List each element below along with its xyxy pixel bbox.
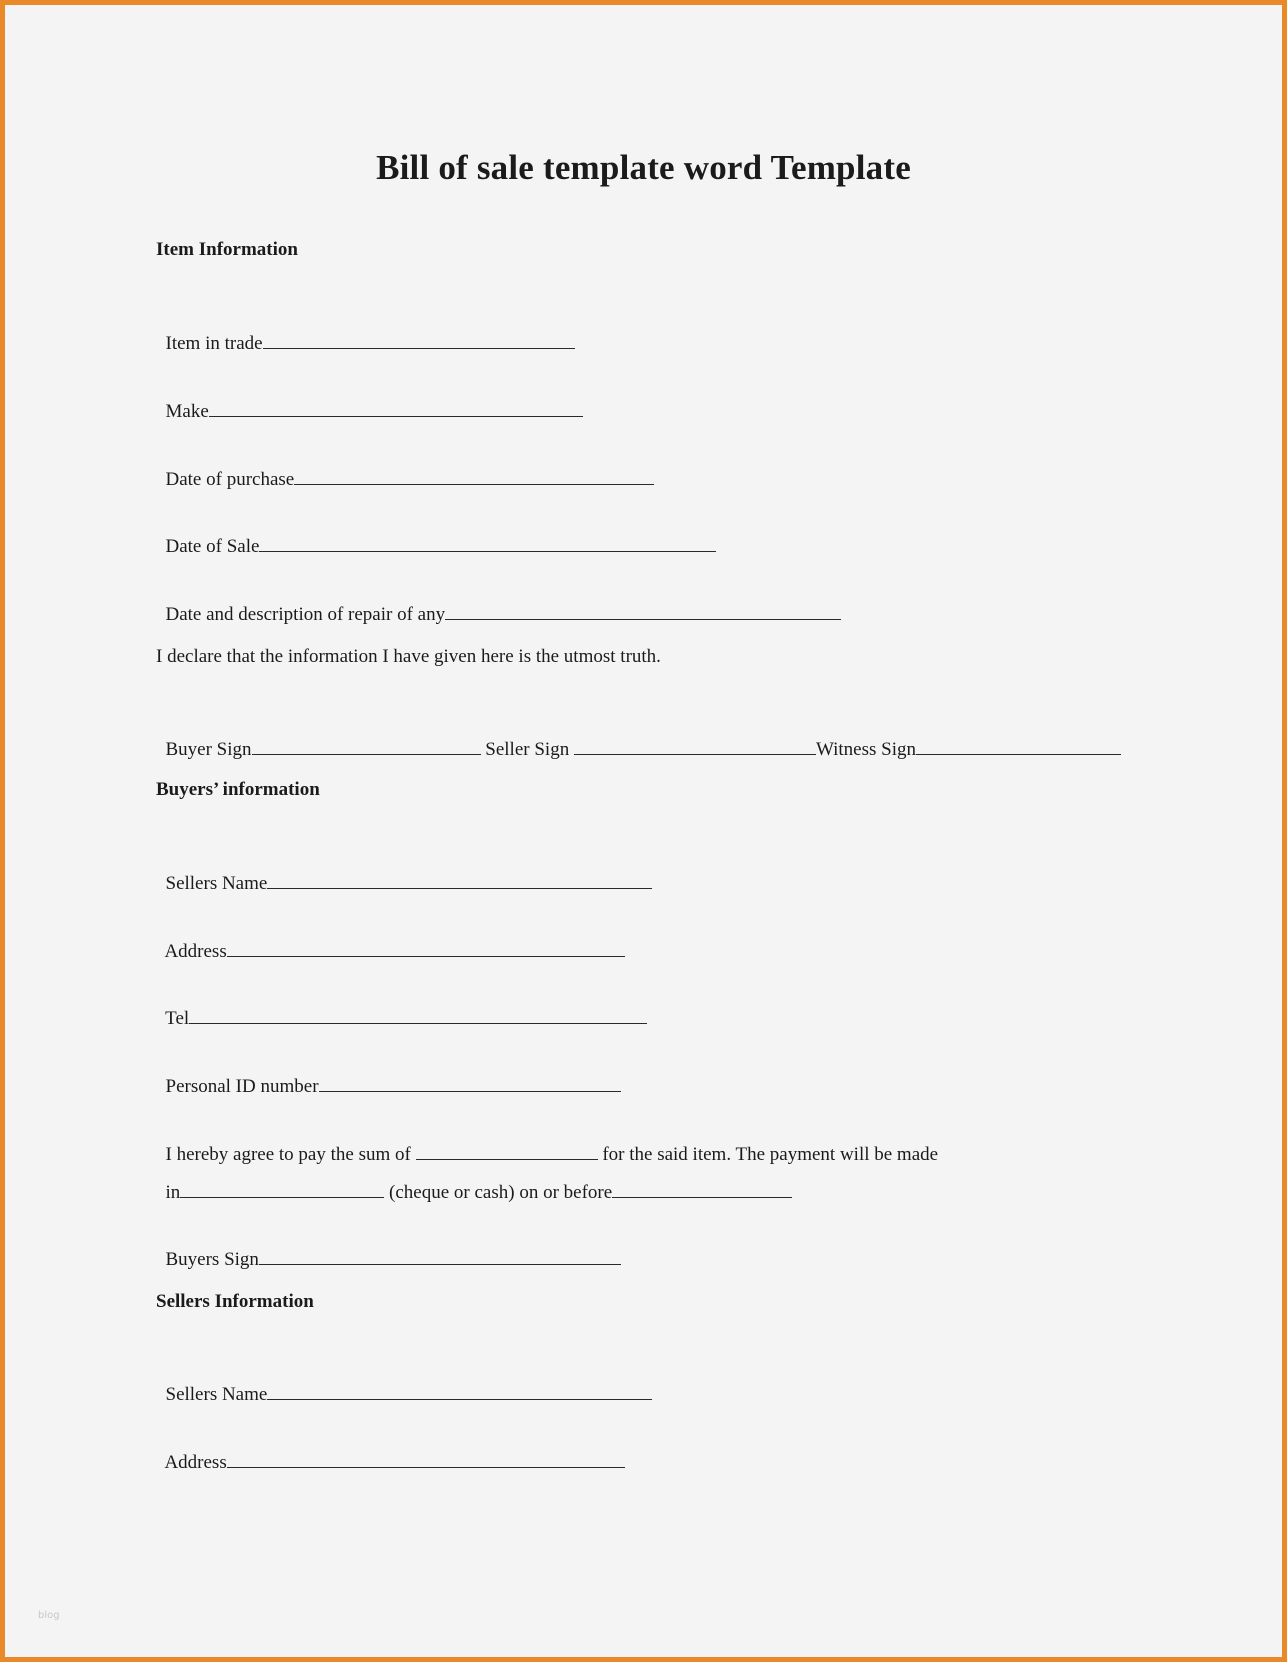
date-of-purchase-field[interactable] — [294, 466, 654, 485]
buyers-address-label: Address — [164, 941, 227, 962]
buyers-address-row — [156, 914, 625, 964]
buyers-sellers-name-label: Sellers Name — [165, 873, 268, 894]
agreement-text-2: for the said item. The payment will be made — [602, 1144, 939, 1165]
seller-sign-field[interactable] — [574, 736, 816, 755]
watermark: blog — [38, 1610, 60, 1621]
repair-field[interactable] — [445, 601, 841, 620]
tel-field[interactable] — [189, 1005, 647, 1024]
declaration-text: I declare that the information I have given here is the utmost truth. — [156, 646, 661, 667]
sellers-address-label: Address — [164, 1452, 227, 1473]
personal-id-label: Personal ID number — [165, 1076, 319, 1097]
date-of-purchase-row — [156, 442, 654, 492]
section-item-information: Item Information — [156, 239, 298, 260]
witness-sign-field[interactable] — [916, 736, 1121, 755]
section-buyers-information: Buyers’ information — [156, 779, 320, 800]
make-field[interactable] — [209, 398, 583, 417]
buyers-sellers-name-row — [156, 846, 652, 896]
agreement-text-1: I hereby agree to pay the sum of — [165, 1144, 411, 1165]
date-of-sale-field[interactable] — [259, 533, 716, 552]
buyers-sign-field[interactable] — [259, 1246, 621, 1265]
repair-label: Date and description of repair of any — [165, 604, 446, 625]
agreement-in-label: in — [165, 1182, 181, 1203]
personal-id-field[interactable] — [319, 1073, 621, 1092]
sellers-address-field[interactable] — [227, 1449, 625, 1468]
item-in-trade-field[interactable] — [263, 330, 575, 349]
page-title: Bill of sale template word Template — [376, 148, 911, 187]
signatures-row — [156, 712, 1121, 762]
sellers-address-row — [156, 1425, 625, 1475]
sellers-name-row — [156, 1357, 652, 1407]
date-of-purchase-label: Date of purchase — [165, 469, 295, 490]
sellers-name-field[interactable] — [267, 1381, 652, 1400]
buyers-address-field[interactable] — [227, 938, 625, 957]
buyers-sign-label: Buyers Sign — [165, 1249, 259, 1270]
personal-id-row — [156, 1049, 621, 1099]
buyers-sign-row — [156, 1222, 621, 1272]
agreement-row-2 — [156, 1155, 792, 1205]
date-of-sale-row — [156, 509, 716, 559]
tel-label: Tel — [165, 1008, 190, 1029]
sellers-name-label: Sellers Name — [165, 1384, 268, 1405]
item-in-trade-label: Item in trade — [165, 333, 263, 354]
tel-row — [156, 981, 647, 1031]
agreement-cheque-label: (cheque or cash) on or before — [389, 1182, 613, 1203]
seller-sign-label: Seller Sign — [485, 739, 570, 760]
make-row — [156, 374, 583, 424]
buyers-sellers-name-field[interactable] — [267, 870, 652, 889]
item-in-trade-row — [156, 306, 575, 356]
payment-method-field[interactable] — [180, 1179, 384, 1198]
buyer-sign-label: Buyer Sign — [165, 739, 252, 760]
payment-date-field[interactable] — [612, 1179, 792, 1198]
witness-sign-label: Witness Sign — [815, 739, 916, 760]
repair-row — [156, 577, 841, 627]
section-sellers-information: Sellers Information — [156, 1291, 314, 1312]
buyer-sign-field[interactable] — [252, 736, 481, 755]
make-label: Make — [165, 401, 209, 422]
date-of-sale-label: Date of Sale — [165, 536, 260, 557]
